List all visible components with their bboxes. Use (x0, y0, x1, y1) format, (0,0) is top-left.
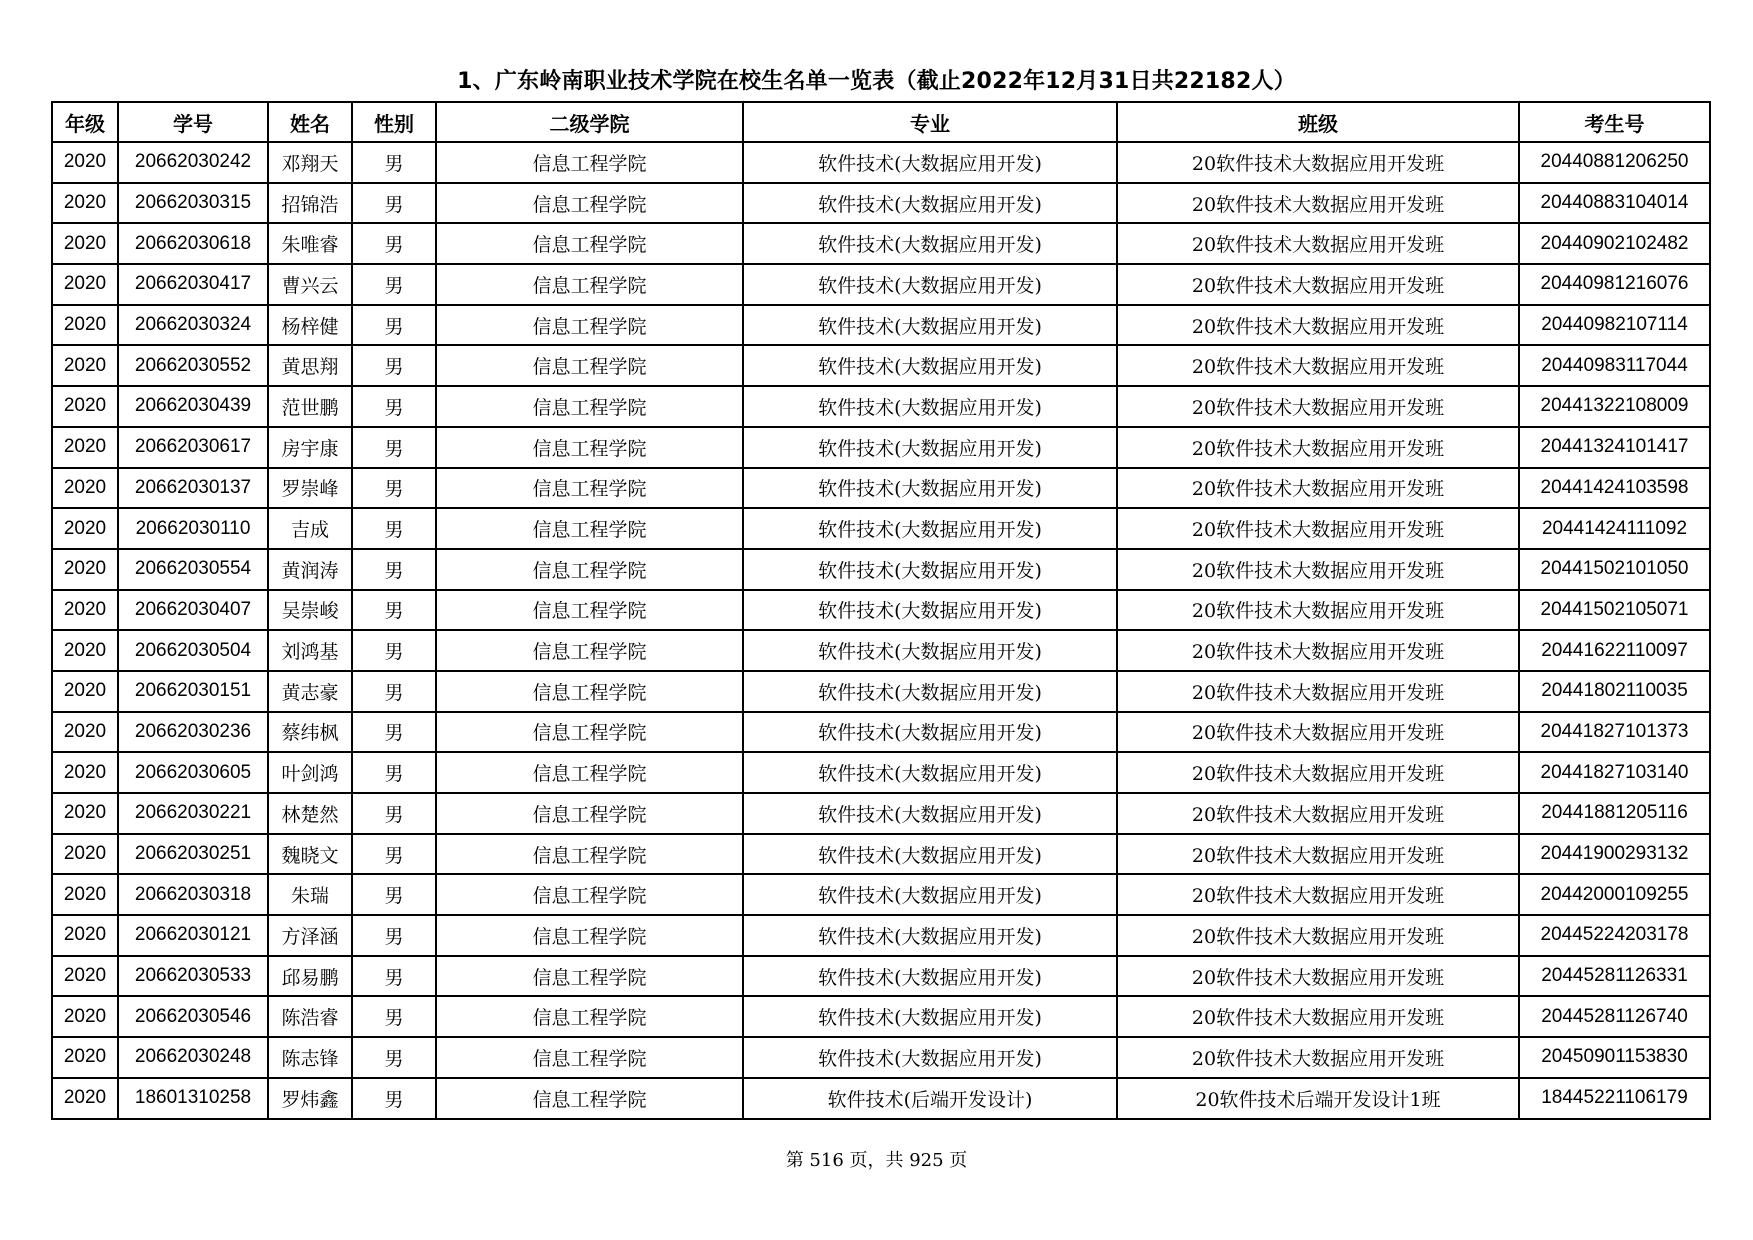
cell-grade: 2020 (52, 834, 118, 875)
cell-college: 信息工程学院 (436, 386, 743, 427)
cell-college: 信息工程学院 (436, 1078, 743, 1119)
cell-gender: 男 (352, 996, 436, 1037)
table-row (52, 793, 1710, 834)
cell-college: 信息工程学院 (436, 305, 743, 346)
cell-class: 20软件技术大数据应用开发班 (1117, 386, 1519, 427)
cell-college: 信息工程学院 (436, 630, 743, 671)
cell-college: 信息工程学院 (436, 183, 743, 224)
cell-class: 20软件技术大数据应用开发班 (1117, 915, 1519, 956)
cell-student-id: 20662030617 (118, 427, 268, 468)
cell-name: 刘鸿基 (268, 630, 352, 671)
cell-exam-number: 20440981216076 (1519, 264, 1710, 305)
cell-major: 软件技术(大数据应用开发) (743, 671, 1117, 712)
cell-college: 信息工程学院 (436, 671, 743, 712)
cell-gender: 男 (352, 305, 436, 346)
cell-name: 招锦浩 (268, 183, 352, 224)
page-footer: 第 516 页，共 925 页 (785, 1150, 968, 1171)
cell-exam-number: 20441802110035 (1519, 671, 1710, 712)
table-row (52, 752, 1710, 793)
table-row (52, 264, 1710, 305)
cell-exam-number: 20441424103598 (1519, 468, 1710, 509)
cell-student-id: 20662030137 (118, 468, 268, 509)
cell-gender: 男 (352, 834, 436, 875)
cell-class: 20软件技术大数据应用开发班 (1117, 183, 1519, 224)
cell-student-id: 20662030504 (118, 630, 268, 671)
cell-name: 吴崇峻 (268, 590, 352, 631)
cell-gender: 男 (352, 264, 436, 305)
cell-class: 20软件技术大数据应用开发班 (1117, 630, 1519, 671)
cell-major: 软件技术(大数据应用开发) (743, 468, 1117, 509)
cell-gender: 男 (352, 508, 436, 549)
cell-college: 信息工程学院 (436, 264, 743, 305)
cell-class: 20软件技术大数据应用开发班 (1117, 264, 1519, 305)
cell-student-id: 20662030417 (118, 264, 268, 305)
table-row (52, 590, 1710, 631)
cell-gender: 男 (352, 590, 436, 631)
cell-grade: 2020 (52, 345, 118, 386)
cell-grade: 2020 (52, 671, 118, 712)
cell-gender: 男 (352, 142, 436, 183)
cell-exam-number: 20441622110097 (1519, 630, 1710, 671)
cell-class: 20软件技术大数据应用开发班 (1117, 305, 1519, 346)
table-row (52, 386, 1710, 427)
cell-class: 20软件技术大数据应用开发班 (1117, 508, 1519, 549)
cell-grade: 2020 (52, 305, 118, 346)
cell-exam-number: 20441502105071 (1519, 590, 1710, 631)
table-header-row (52, 102, 1710, 142)
table-row (52, 834, 1710, 875)
cell-name: 曹兴云 (268, 264, 352, 305)
cell-gender: 男 (352, 1037, 436, 1078)
cell-grade: 2020 (52, 590, 118, 631)
cell-student-id: 20662030248 (118, 1037, 268, 1078)
cell-student-id: 20662030407 (118, 590, 268, 631)
cell-name: 范世鹏 (268, 386, 352, 427)
cell-college: 信息工程学院 (436, 142, 743, 183)
cell-college: 信息工程学院 (436, 996, 743, 1037)
cell-student-id: 20662030546 (118, 996, 268, 1037)
cell-name: 邱易鹏 (268, 956, 352, 997)
cell-grade: 2020 (52, 752, 118, 793)
table-row (52, 1037, 1710, 1078)
cell-grade: 2020 (52, 142, 118, 183)
cell-class: 20软件技术大数据应用开发班 (1117, 834, 1519, 875)
cell-grade: 2020 (52, 793, 118, 834)
cell-major: 软件技术(大数据应用开发) (743, 142, 1117, 183)
cell-name: 罗炜鑫 (268, 1078, 352, 1119)
column-header-grade: 年级 (52, 102, 118, 142)
cell-class: 20软件技术大数据应用开发班 (1117, 996, 1519, 1037)
cell-grade: 2020 (52, 712, 118, 753)
cell-college: 信息工程学院 (436, 508, 743, 549)
cell-gender: 男 (352, 183, 436, 224)
column-header-college: 二级学院 (436, 102, 743, 142)
table-row (52, 996, 1710, 1037)
cell-college: 信息工程学院 (436, 834, 743, 875)
cell-student-id: 20662030151 (118, 671, 268, 712)
cell-gender: 男 (352, 468, 436, 509)
cell-name: 叶剑鸿 (268, 752, 352, 793)
cell-major: 软件技术(大数据应用开发) (743, 427, 1117, 468)
cell-exam-number: 20441827101373 (1519, 712, 1710, 753)
cell-college: 信息工程学院 (436, 549, 743, 590)
cell-grade: 2020 (52, 264, 118, 305)
cell-class: 20软件技术大数据应用开发班 (1117, 549, 1519, 590)
table-row (52, 345, 1710, 386)
cell-exam-number: 20445281126740 (1519, 996, 1710, 1037)
cell-exam-number: 20441322108009 (1519, 386, 1710, 427)
table-row (52, 508, 1710, 549)
cell-gender: 男 (352, 712, 436, 753)
cell-grade: 2020 (52, 956, 118, 997)
cell-name: 黄志豪 (268, 671, 352, 712)
table-row (52, 956, 1710, 997)
cell-exam-number: 20445224203178 (1519, 915, 1710, 956)
cell-exam-number: 20442000109255 (1519, 874, 1710, 915)
cell-gender: 男 (352, 1078, 436, 1119)
cell-class: 20软件技术大数据应用开发班 (1117, 1037, 1519, 1078)
cell-student-id: 20662030554 (118, 549, 268, 590)
cell-class: 20软件技术大数据应用开发班 (1117, 671, 1519, 712)
cell-gender: 男 (352, 427, 436, 468)
cell-gender: 男 (352, 345, 436, 386)
cell-major: 软件技术(大数据应用开发) (743, 712, 1117, 753)
cell-gender: 男 (352, 874, 436, 915)
cell-major: 软件技术(大数据应用开发) (743, 956, 1117, 997)
cell-exam-number: 20440881206250 (1519, 142, 1710, 183)
cell-name: 黄润涛 (268, 549, 352, 590)
cell-name: 陈浩睿 (268, 996, 352, 1037)
table-row (52, 468, 1710, 509)
cell-college: 信息工程学院 (436, 345, 743, 386)
cell-gender: 男 (352, 915, 436, 956)
cell-exam-number: 20441900293132 (1519, 834, 1710, 875)
cell-grade: 2020 (52, 549, 118, 590)
cell-grade: 2020 (52, 874, 118, 915)
cell-class: 20软件技术大数据应用开发班 (1117, 752, 1519, 793)
cell-name: 黄思翔 (268, 345, 352, 386)
table-row (52, 671, 1710, 712)
cell-major: 软件技术(大数据应用开发) (743, 345, 1117, 386)
table-row (52, 427, 1710, 468)
cell-class: 20软件技术大数据应用开发班 (1117, 427, 1519, 468)
student-roster-table (51, 101, 1711, 1120)
cell-gender: 男 (352, 956, 436, 997)
cell-major: 软件技术(大数据应用开发) (743, 630, 1117, 671)
cell-major: 软件技术(大数据应用开发) (743, 590, 1117, 631)
cell-grade: 2020 (52, 1037, 118, 1078)
cell-college: 信息工程学院 (436, 590, 743, 631)
cell-student-id: 20662030242 (118, 142, 268, 183)
cell-name: 蔡纬枫 (268, 712, 352, 753)
cell-college: 信息工程学院 (436, 712, 743, 753)
table-row (52, 1078, 1710, 1119)
cell-name: 朱瑞 (268, 874, 352, 915)
cell-major: 软件技术(大数据应用开发) (743, 386, 1117, 427)
cell-college: 信息工程学院 (436, 427, 743, 468)
cell-major: 软件技术(大数据应用开发) (743, 834, 1117, 875)
table-row (52, 305, 1710, 346)
cell-exam-number: 20440883104014 (1519, 183, 1710, 224)
table-row (52, 915, 1710, 956)
cell-class: 20软件技术大数据应用开发班 (1117, 345, 1519, 386)
table-row (52, 630, 1710, 671)
cell-grade: 2020 (52, 183, 118, 224)
cell-college: 信息工程学院 (436, 1037, 743, 1078)
cell-grade: 2020 (52, 996, 118, 1037)
cell-name: 罗崇峰 (268, 468, 352, 509)
cell-class: 20软件技术大数据应用开发班 (1117, 956, 1519, 997)
cell-class: 20软件技术大数据应用开发班 (1117, 223, 1519, 264)
cell-grade: 2020 (52, 915, 118, 956)
cell-exam-number: 20441881205116 (1519, 793, 1710, 834)
cell-class: 20软件技术大数据应用开发班 (1117, 793, 1519, 834)
column-header-major: 专业 (743, 102, 1117, 142)
cell-name: 吉成 (268, 508, 352, 549)
cell-major: 软件技术(大数据应用开发) (743, 264, 1117, 305)
cell-major: 软件技术(大数据应用开发) (743, 915, 1117, 956)
cell-student-id: 20662030324 (118, 305, 268, 346)
cell-major: 软件技术(大数据应用开发) (743, 752, 1117, 793)
cell-name: 林楚然 (268, 793, 352, 834)
cell-class: 20软件技术大数据应用开发班 (1117, 712, 1519, 753)
table-row (52, 874, 1710, 915)
cell-grade: 2020 (52, 386, 118, 427)
cell-name: 朱唯睿 (268, 223, 352, 264)
cell-exam-number: 18445221106179 (1519, 1078, 1710, 1119)
cell-class: 20软件技术大数据应用开发班 (1117, 874, 1519, 915)
cell-name: 房宇康 (268, 427, 352, 468)
cell-student-id: 20662030110 (118, 508, 268, 549)
cell-grade: 2020 (52, 427, 118, 468)
cell-gender: 男 (352, 752, 436, 793)
cell-grade: 2020 (52, 468, 118, 509)
cell-grade: 2020 (52, 508, 118, 549)
cell-major: 软件技术(大数据应用开发) (743, 1037, 1117, 1078)
cell-exam-number: 20450901153830 (1519, 1037, 1710, 1078)
table-row (52, 223, 1710, 264)
cell-major: 软件技术(大数据应用开发) (743, 183, 1117, 224)
cell-college: 信息工程学院 (436, 752, 743, 793)
cell-college: 信息工程学院 (436, 956, 743, 997)
cell-gender: 男 (352, 386, 436, 427)
cell-class: 20软件技术大数据应用开发班 (1117, 468, 1519, 509)
table-row (52, 549, 1710, 590)
cell-college: 信息工程学院 (436, 793, 743, 834)
cell-gender: 男 (352, 793, 436, 834)
cell-major: 软件技术(后端开发设计) (743, 1078, 1117, 1119)
cell-name: 魏晓文 (268, 834, 352, 875)
cell-gender: 男 (352, 671, 436, 712)
cell-major: 软件技术(大数据应用开发) (743, 793, 1117, 834)
column-header-name: 姓名 (268, 102, 352, 142)
cell-student-id: 20662030315 (118, 183, 268, 224)
document-title: 1、广东岭南职业技术学院在校生名单一览表（截止2022年12月31日共22182人） (457, 69, 1296, 94)
cell-grade: 2020 (52, 630, 118, 671)
cell-student-id: 20662030221 (118, 793, 268, 834)
cell-student-id: 20662030439 (118, 386, 268, 427)
cell-student-id: 20662030236 (118, 712, 268, 753)
cell-major: 软件技术(大数据应用开发) (743, 996, 1117, 1037)
cell-college: 信息工程学院 (436, 468, 743, 509)
column-header-class: 班级 (1117, 102, 1519, 142)
cell-class: 20软件技术大数据应用开发班 (1117, 590, 1519, 631)
cell-student-id: 20662030533 (118, 956, 268, 997)
cell-college: 信息工程学院 (436, 874, 743, 915)
table-body (52, 142, 1710, 1119)
cell-major: 软件技术(大数据应用开发) (743, 508, 1117, 549)
cell-name: 方泽涵 (268, 915, 352, 956)
cell-major: 软件技术(大数据应用开发) (743, 874, 1117, 915)
cell-gender: 男 (352, 549, 436, 590)
cell-class: 20软件技术大数据应用开发班 (1117, 142, 1519, 183)
cell-exam-number: 20441424111092 (1519, 508, 1710, 549)
cell-major: 软件技术(大数据应用开发) (743, 305, 1117, 346)
cell-student-id: 20662030318 (118, 874, 268, 915)
cell-exam-number: 20441324101417 (1519, 427, 1710, 468)
cell-gender: 男 (352, 223, 436, 264)
cell-college: 信息工程学院 (436, 915, 743, 956)
cell-grade: 2020 (52, 1078, 118, 1119)
cell-student-id: 20662030121 (118, 915, 268, 956)
cell-student-id: 20662030552 (118, 345, 268, 386)
cell-exam-number: 20440902102482 (1519, 223, 1710, 264)
cell-exam-number: 20440982107114 (1519, 305, 1710, 346)
cell-gender: 男 (352, 630, 436, 671)
cell-class: 20软件技术后端开发设计1班 (1117, 1078, 1519, 1119)
cell-exam-number: 20441502101050 (1519, 549, 1710, 590)
cell-student-id: 18601310258 (118, 1078, 268, 1119)
cell-name: 陈志锋 (268, 1037, 352, 1078)
cell-student-id: 20662030605 (118, 752, 268, 793)
cell-major: 软件技术(大数据应用开发) (743, 223, 1117, 264)
cell-college: 信息工程学院 (436, 223, 743, 264)
column-header-gender: 性别 (352, 102, 436, 142)
cell-exam-number: 20440983117044 (1519, 345, 1710, 386)
column-header-student-id: 学号 (118, 102, 268, 142)
cell-name: 邓翔天 (268, 142, 352, 183)
table-row (52, 183, 1710, 224)
table-row (52, 712, 1710, 753)
cell-exam-number: 20445281126331 (1519, 956, 1710, 997)
cell-exam-number: 20441827103140 (1519, 752, 1710, 793)
table-row (52, 142, 1710, 183)
cell-student-id: 20662030618 (118, 223, 268, 264)
cell-major: 软件技术(大数据应用开发) (743, 549, 1117, 590)
cell-name: 杨梓健 (268, 305, 352, 346)
cell-grade: 2020 (52, 223, 118, 264)
column-header-exam-number: 考生号 (1519, 102, 1710, 142)
cell-student-id: 20662030251 (118, 834, 268, 875)
